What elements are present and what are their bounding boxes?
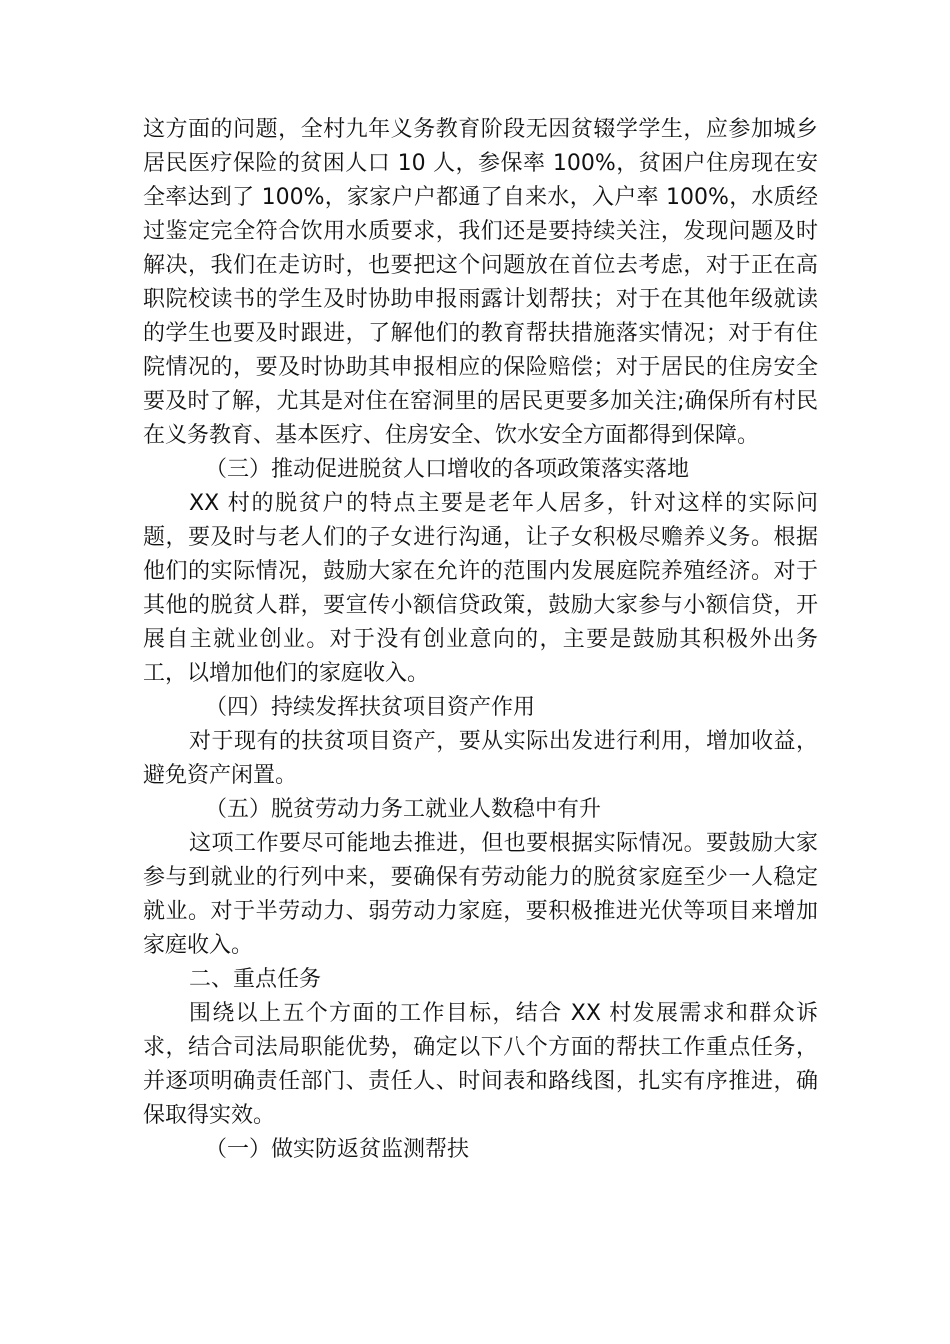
section-subheading: （一）做实防返贫监测帮扶: [205, 1137, 470, 1162]
section-subheading: （三）推动促进脱贫人口增收的各项政策落实落地: [205, 457, 690, 482]
body-paragraph: 这方面的问题，全村九年义务教育阶段无因贫辍学学生，应参加城乡居民医疗保险的贫困人口 10 人，参保率 100%，贫困户住房现在安全率达到了 100%，家家户户都通了自来水，入户率 100%，水质经过鉴定完全符合饮用水质要求，我们还是要持续关注，发现问题及时解决，我们在走访时，也要把这个问题放在首位去考虑，对于正在高职院校读书的学生及时协助申报雨露计划帮扶；对于在其他年级就读的学生也要及时跟进，了解他们的教育帮扶措施落实情况；对于有住院情况的，要及时协助其申报相应的保险赔偿；对于居民的住房安全要及时了解，尤其是对住在窑洞里的居民更要多加关注;确保所有村民在义务教育、基本医疗、住房安全、饮水安全方面都得到保障。: [143, 117, 818, 448]
section-heading: 二、重点任务: [189, 967, 322, 992]
body-paragraph: 围绕以上五个方面的工作目标，结合 XX 村发展需求和群众诉求，结合司法局职能优势，确定以下八个方面的帮扶工作重点任务，并逐项明确责任部门、责任人、时间表和路线图，扎实有序推进，确保取得实效。: [143, 1001, 818, 1128]
body-paragraph: 这项工作要尽可能地去推进，但也要根据实际情况。要鼓励大家参与到就业的行列中来，要确保有劳动能力的脱贫家庭至少一人稳定就业。对于半劳动力、弱劳动力家庭，要积极推进光伏等项目来增加家庭收入。: [143, 831, 818, 958]
section-subheading: （四）持续发挥扶贫项目资产作用: [205, 695, 536, 720]
body-paragraph: XX 村的脱贫户的特点主要是老年人居多，针对这样的实际问题，要及时与老人们的子女进行沟通，让子女积极尽赡养义务。根据他们的实际情况，鼓励大家在允许的范围内发展庭院养殖经济。对于其他的脱贫人群，要宣传小额信贷政策，鼓励大家参与小额信贷，开展自主就业创业。对于没有创业意向的，主要是鼓励其积极外出务工，以增加他们的家庭收入。: [143, 491, 818, 686]
document-page: [143, 113, 818, 1167]
section-subheading: （五）脱贫劳动力务工就业人数稳中有升: [205, 797, 602, 822]
body-paragraph: 对于现有的扶贫项目资产，要从实际出发进行利用，增加收益，避免资产闲置。: [143, 729, 818, 788]
